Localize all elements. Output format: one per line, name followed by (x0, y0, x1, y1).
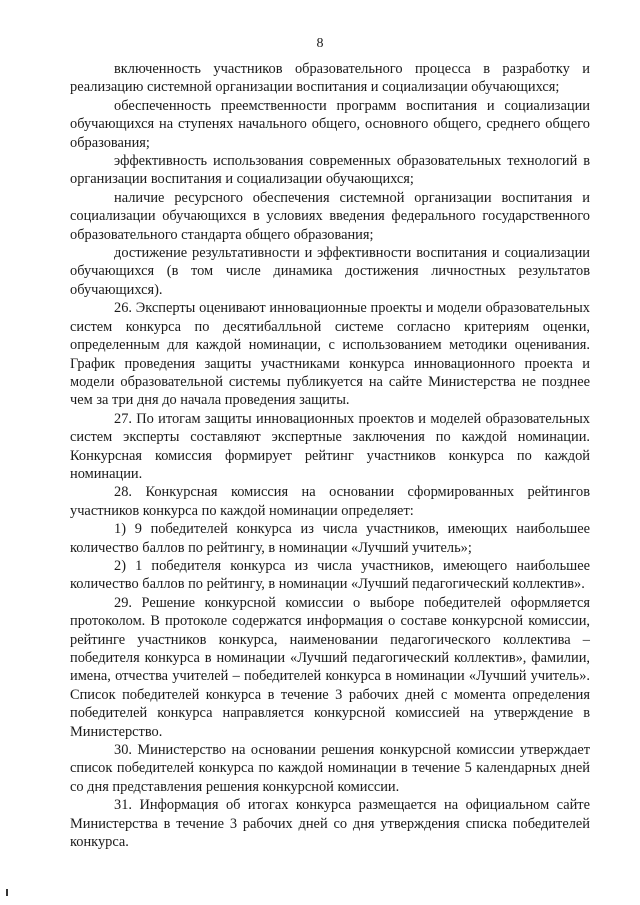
paragraph-28-item-1: 1) 9 победителей конкурса из числа участников, имеющих наибольшее количество баллов по рейтингу, в номинации «Лучший учитель»; (70, 521, 590, 556)
paragraph-30: 30. Министерство на основании решения конкурсной комиссии утверждает список победителей конкурса по каждой номинации в течение 5 календарных дней со дня представления решения конкурсной комиссии. (70, 742, 590, 795)
paragraph-criterion-resources: наличие ресурсного обеспечения системной организации воспитания и социализации обучающихся в условиях введения федерального государственного образовательного стандарта общего образования; (70, 189, 590, 243)
paragraph-criterion-results: достижение результативности и эффективности воспитания и социализации обучающихся (в том числе динамика достижения личностных результатов обучающихся). (70, 245, 590, 298)
paragraph-28: 28. Конкурсная комиссия на основании сформированных рейтингов участников конкурса по каждой номинации определяет: (70, 484, 590, 519)
paragraph-criterion-continuity: обеспеченность преемственности программ воспитания и социализации обучающихся на ступенях начального общего, основного общего, среднего общего образования; (70, 97, 590, 151)
paragraph-31: 31. Информация об итогах конкурса размещается на официальном сайте Министерства в течение 3 рабочих дней со дня утверждения списка победителей конкурса. (70, 797, 590, 851)
paragraph-criterion-technologies: эффективность использования современных образовательных технологий в организации воспитания и социализации обучающихся; (70, 153, 590, 188)
paragraph-criterion-involvement: включенность участников образовательного процесса в разработку и реализацию системной организации воспитания и социализации обучающихся; (70, 61, 590, 96)
paragraph-29: 29. Решение конкурсной комиссии о выборе победителей оформляется протоколом. В протоколе содержатся информация о составе конкурсной комиссии, рейтинге участников конкурса, наименовании педагогического коллектива – победителя конкурса в номинации «Лучший педагогический коллектив», фамилии, имена, отчества учителей – победителей конкурса в номинации «Лучший учитель». Список победителей конкурса в течение 3 рабочих дней с момента определения победителей конкурса направляется конкурсной комиссией на утверждение в Министерство. (70, 594, 590, 740)
paragraph-27: 27. По итогам защиты инновационных проектов и моделей образовательных систем эксперты составляют экспертные заключения по каждой номинации. Конкурсная комиссия формирует рейтинг участников конкурса по каждой номинации. (70, 410, 590, 482)
scan-artifact-mark (6, 889, 8, 896)
paragraph-28-item-2: 2) 1 победителя конкурса из числа участников, имеющего наибольшее количество баллов по рейтингу, в номинации «Лучший педагогический коллектив». (70, 557, 590, 593)
document-body (70, 60, 590, 851)
page-number: 8 (316, 36, 324, 51)
paragraph-26: 26. Эксперты оценивают инновационные проекты и модели образовательных систем конкурса по десятибалльной системе согласно критериям оценки, определенным для каждой номинации, с использованием методики оценивания. График проведения защиты участниками конкурса инновационного проекта и модели образовательной системы публикуется на сайте Министерства не позднее чем за три дня до начала проведения защиты. (70, 300, 590, 409)
